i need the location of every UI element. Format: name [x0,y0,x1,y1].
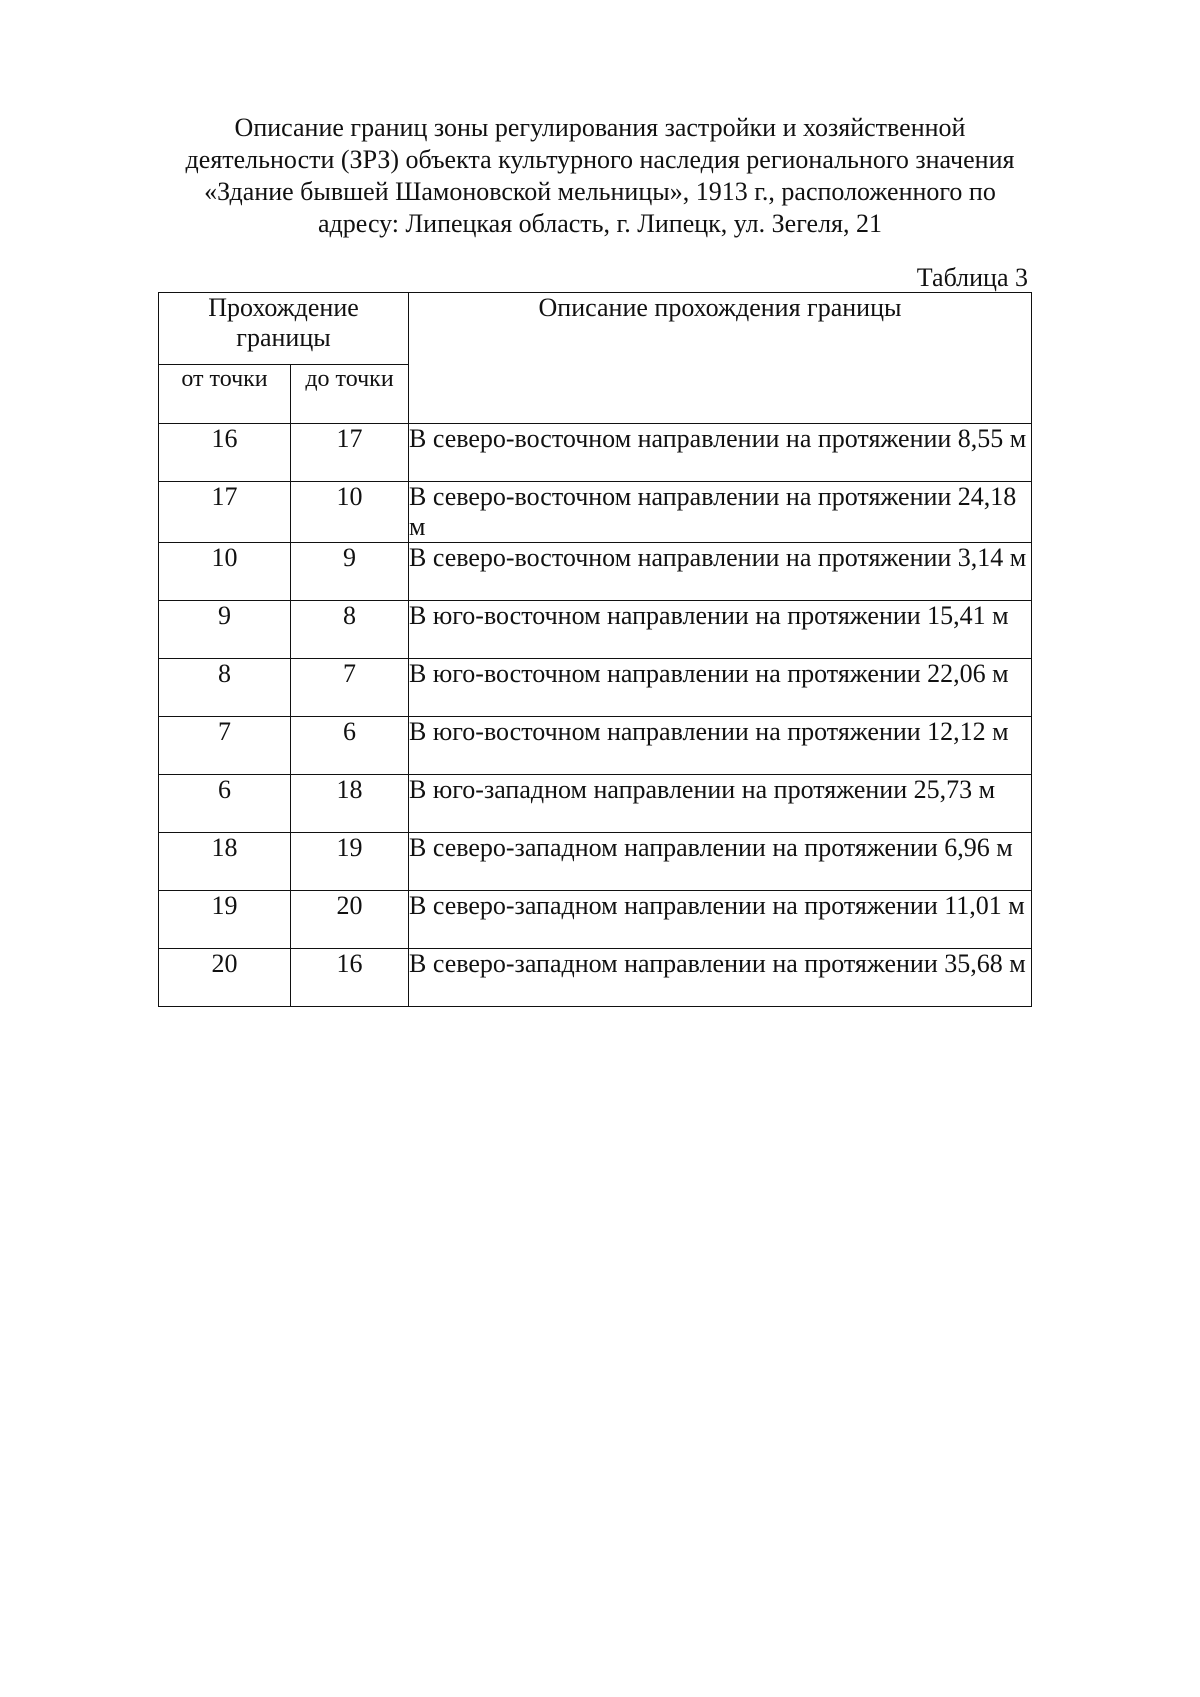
table-row [159,543,1032,601]
cell-from-point: 8 [159,659,291,717]
cell-description [409,833,1032,891]
table-row [159,601,1032,659]
boundary-table [158,292,1032,1007]
table-row [159,717,1032,775]
cell-from-point: 6 [159,775,291,833]
description-text: В юго-западном направлении на протяжении 25,73 м [409,775,996,804]
title-line: «Здание бывшей Шамоновской мельницы», 1913 г., расположенного по [204,177,996,206]
cell-to-point: 9 [291,543,409,601]
cell-to-point: 19 [291,833,409,891]
cell-description [409,891,1032,949]
description-text: В северо-западном направлении на протяжении 11,01 м [409,891,1025,920]
cell-to-point: 17 [291,424,409,482]
cell-description [409,482,1032,543]
description-text: В северо-восточном направлении на протяжении 8,55 м [409,424,1027,453]
description-text: В юго-восточном направлении на протяжении 15,41 м [409,601,1009,630]
cell-description [409,659,1032,717]
cell-from-point: 16 [159,424,291,482]
cell-description [409,543,1032,601]
cell-description [409,424,1032,482]
table-row [159,482,1032,543]
cell-from-point: 9 [159,601,291,659]
header-to-point: до точки [291,365,409,424]
cell-description [409,717,1032,775]
cell-to-point: 20 [291,891,409,949]
description-text: В юго-восточном направлении на протяжении 22,06 м [409,659,1009,688]
title-line: деятельности (ЗРЗ) объекта культурного наследия регионального значения [185,145,1015,174]
cell-description [409,601,1032,659]
table-row [159,775,1032,833]
cell-from-point: 20 [159,949,291,1007]
description-text: В юго-восточном направлении на протяжении 12,12 м [409,717,1009,746]
description-text: В северо-западном направлении на протяжении 35,68 м [409,949,1026,978]
table-row [159,949,1032,1007]
header-boundary-description: Описание прохождения границы [409,293,1032,424]
title-line: адресу: Липецкая область, г. Липецк, ул. Зегеля, 21 [317,209,882,238]
table-body [159,424,1032,1007]
cell-to-point: 8 [291,601,409,659]
cell-to-point: 7 [291,659,409,717]
cell-to-point: 16 [291,949,409,1007]
description-text: В северо-западном направлении на протяжении 6,96 м [409,833,1013,862]
table-row [159,659,1032,717]
table-header [159,293,1032,424]
description-text: В северо-восточном направлении на протяжении 3,14 м [409,543,1027,572]
table-row [159,891,1032,949]
cell-from-point: 19 [159,891,291,949]
cell-from-point: 17 [159,482,291,543]
table-row [159,833,1032,891]
header-from-point: от точки [159,365,291,424]
cell-to-point: 18 [291,775,409,833]
cell-to-point: 10 [291,482,409,543]
cell-from-point: 10 [159,543,291,601]
cell-from-point: 7 [159,717,291,775]
cell-from-point: 18 [159,833,291,891]
header-boundary-passage: Прохождение границы [159,293,409,365]
cell-description [409,949,1032,1007]
cell-description [409,775,1032,833]
document-title [160,112,1040,240]
cell-to-point: 6 [291,717,409,775]
description-text: В северо-восточном направлении на протяжении 24,18 м [409,482,1017,541]
title-line: Описание границ зоны регулирования застройки и хозяйственной [234,113,966,142]
table-label: Таблица 3 [916,263,1028,292]
table-row [159,424,1032,482]
